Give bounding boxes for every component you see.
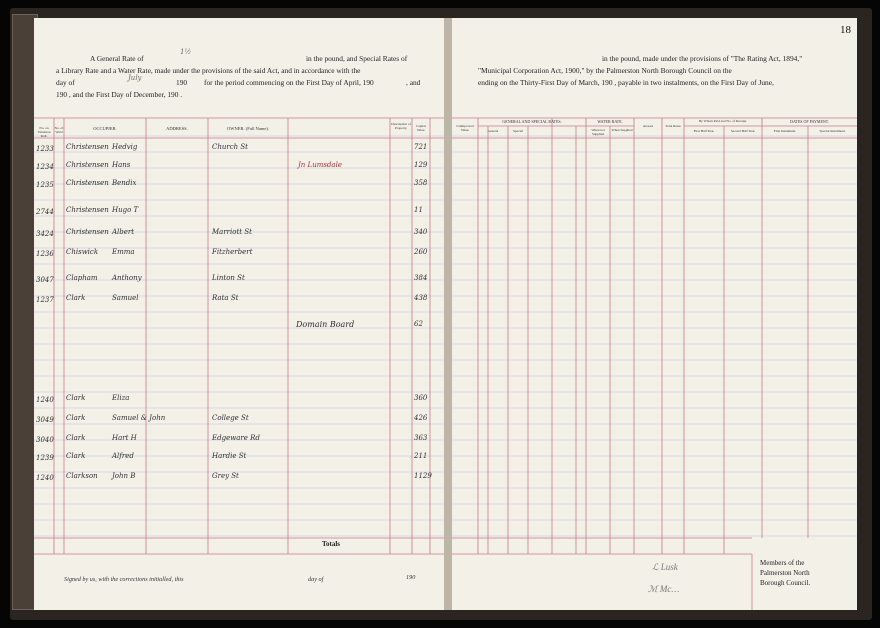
signature-1: ℒ Lusk — [652, 562, 678, 572]
col-unimproved-value: Unimproved Value. — [456, 124, 474, 132]
rate-heading-r2: "Municipal Corporation Act, 1900," by the Palmerston North Borough Council on the — [478, 66, 732, 75]
year-label: 190 — [406, 574, 416, 581]
col-owner: OWNER. (Full Name). — [227, 126, 269, 131]
col-occupier: OCCUPIER. — [93, 126, 117, 131]
col-paid-by: By Whom Paid and No. of Receipt. — [698, 119, 748, 123]
day-of-label: day of — [308, 576, 324, 583]
col-total-rates: Total Rates — [665, 124, 681, 128]
col-dates-of-payment: DATES OF PAYMENT. — [790, 119, 829, 124]
book-gutter — [444, 18, 452, 610]
rate-heading-1b: in the pound, and Special Rates of — [306, 54, 408, 63]
rate-heading-1a: A General Rate of — [90, 54, 144, 63]
page-number: 18 — [840, 24, 851, 36]
rate-heading-4: 190 , and the First Day of December, 190 . — [56, 90, 183, 99]
rate-heading-3a: day of — [56, 78, 75, 87]
right-ruling — [452, 18, 857, 610]
right-page: 18 in the pound, made under the provisions of "The Rating Act, 1894," "Municipal Corporation Act, 1900," by the Palmerston North Borough Council on the ending on the Thirty-First Day of March, 190 , payable in two instalments, on the First Day of June, Unimproved Value. GENERAL AND SPECIAL RATES. WATER RATE. Arrears Total Rates By Whom Paid and No. of Receipt. DATES OF PAYMENT. General Special When not Supplied When Supplied First Half Year. Second Half Year. First Instalment. Special Instalment. Members of the Palmerston North Borough Council. ℒ Lusk ℳ Mc… — [452, 18, 857, 610]
council-members-label: Members of the Palmerston North Borough Council. — [760, 559, 811, 587]
col-arrears: Arrears — [642, 124, 654, 128]
col-address: ADDRESS. — [166, 126, 188, 131]
col-water-rate: WATER RATE. — [597, 119, 623, 124]
signature-2: ℳ Mc… — [648, 584, 680, 594]
rate-heading-r1: in the pound, made under the provisions of "The Rating Act, 1894," — [602, 54, 803, 63]
left-page: A General Rate of in the pound, and Special Rates of a Library Rate and a Water Rate, made under the provisions of the said Act, and in accordance with the day of 190 for the period commencing on the First Day of April, 190 , and 190 , and the First Day of December, 190 . 1½ July No. on Valuation Roll. No. of Ward OCCUPIER. ADDRESS. OWNER. (Full Name). Description of Property. Capital Value. 1233 Christensen Hedvig Church St 721 1234 Christensen Hans Jn Lumsdale 129 1235 Christensen Bendix 358 2744 Christensen Hugo T 11 3424 Christensen Albert Marriott St 340 1236 Chiswick Emma Fitzherbert 260 3047 Clapham Anthony Linton St 384 1237 Clark Samuel Rata St 438 Domain Board 62 1240 Clark Eliza 360 3049 Clark Samuel & John College St 426 3040 Clark Hart H Edgeware Rd 363 1239 Clark Alfred Hardie St 211 1240 Clarkson John B Grey St 1129 Totals Signed by us, with the corrections initialled, this day of 190 — [34, 18, 444, 610]
col-valuation-no: No. on Valuation Roll. — [37, 126, 51, 138]
rate-heading-r3: ending on the Thirty-First Day of March, 190 , payable in two instalments, on the First Day of June, — [478, 78, 774, 87]
rate-heading-3d: , and — [406, 78, 421, 87]
left-ruling — [34, 18, 444, 610]
col-description: Description of Property. — [391, 122, 411, 130]
totals-label: Totals — [322, 540, 341, 548]
rate-heading-3b: 190 — [176, 78, 188, 87]
rate-heading-3c: for the period commencing on the First Day of April, 190 — [204, 78, 374, 87]
col-ward: No. of Ward — [54, 126, 64, 134]
signed-line: Signed by us, with the corrections initialled, this — [64, 576, 184, 583]
col-general-special-rates: GENERAL AND SPECIAL RATES. — [502, 119, 562, 124]
rate-heading-2: a Library Rate and a Water Rate, made under the provisions of the said Act, and in accordance with the — [56, 66, 361, 75]
col-capital-value: Capital Value. — [416, 124, 426, 132]
